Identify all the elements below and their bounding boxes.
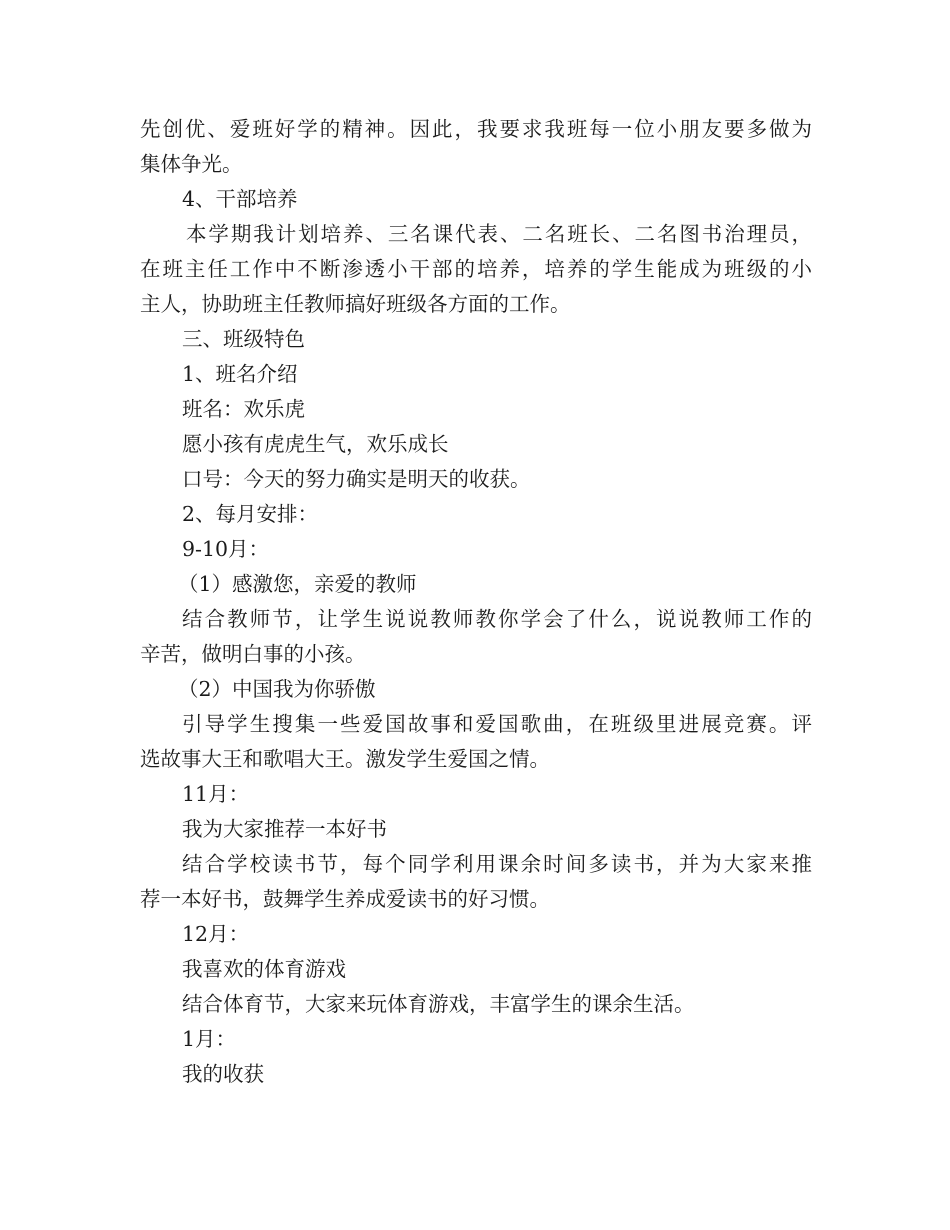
paragraph-line: 引导学生搜集一些爱国故事和爱国歌曲，在班级里进展竞赛。评 xyxy=(182,712,812,736)
paragraph-line: 先创优、爱班好学的精神。因此，我要求我班每一位小朋友要多做为 xyxy=(140,117,812,141)
paragraph-line: 在班主任工作中不断渗透小干部的培养，培养的学生能成为班级的小 xyxy=(140,257,812,281)
paragraph-line: 结合学校读书节，每个同学利用课余时间多读书，并为大家来推 xyxy=(182,852,812,876)
section-heading: 1、班名介绍 xyxy=(182,362,298,386)
paragraph-line: 选故事大王和歌唱大王。激发学生爱国之情。 xyxy=(140,747,550,771)
section-heading: 4、干部培养 xyxy=(182,187,298,211)
paragraph-line: 集体争光。 xyxy=(140,152,243,176)
paragraph-line: 主人，协助班主任教师搞好班级各方面的工作。 xyxy=(140,292,571,316)
activity-heading: 我为大家推荐一本好书 xyxy=(182,817,387,841)
paragraph-line: 辛苦，做明白事的小孩。 xyxy=(140,642,366,666)
activity-heading: 我的收获 xyxy=(182,1062,264,1086)
month-heading: 9-10月： xyxy=(182,537,270,561)
paragraph-line: 班名：欢乐虎 xyxy=(182,397,305,421)
paragraph-line: 结合体育节，大家来玩体育游戏，丰富学生的课余生活。 xyxy=(182,992,695,1016)
section-heading: 2、每月安排： xyxy=(182,502,319,526)
paragraph-line: 口号：今天的努力确实是明天的收获。 xyxy=(182,467,531,491)
month-heading: 12月： xyxy=(182,922,250,946)
document-body xyxy=(140,112,812,1092)
activity-heading: （2）中国我为你骄傲 xyxy=(178,677,376,701)
activity-heading: （1）感激您，亲爱的教师 xyxy=(178,572,417,596)
paragraph-line: 结合教师节，让学生说说教师教你学会了什么，说说教师工作的 xyxy=(182,607,812,631)
paragraph-line: 愿小孩有虎虎生气，欢乐成长 xyxy=(182,432,449,456)
section-heading: 三、班级特色 xyxy=(182,327,305,351)
paragraph-line: 荐一本好书，鼓舞学生养成爱读书的好习惯。 xyxy=(140,887,550,911)
activity-heading: 我喜欢的体育游戏 xyxy=(182,957,346,981)
month-heading: 11月： xyxy=(182,782,250,806)
month-heading: 1月： xyxy=(182,1027,237,1051)
paragraph-line: 本学期我计划培养、三名课代表、二名班长、二名图书治理员， xyxy=(186,222,812,246)
